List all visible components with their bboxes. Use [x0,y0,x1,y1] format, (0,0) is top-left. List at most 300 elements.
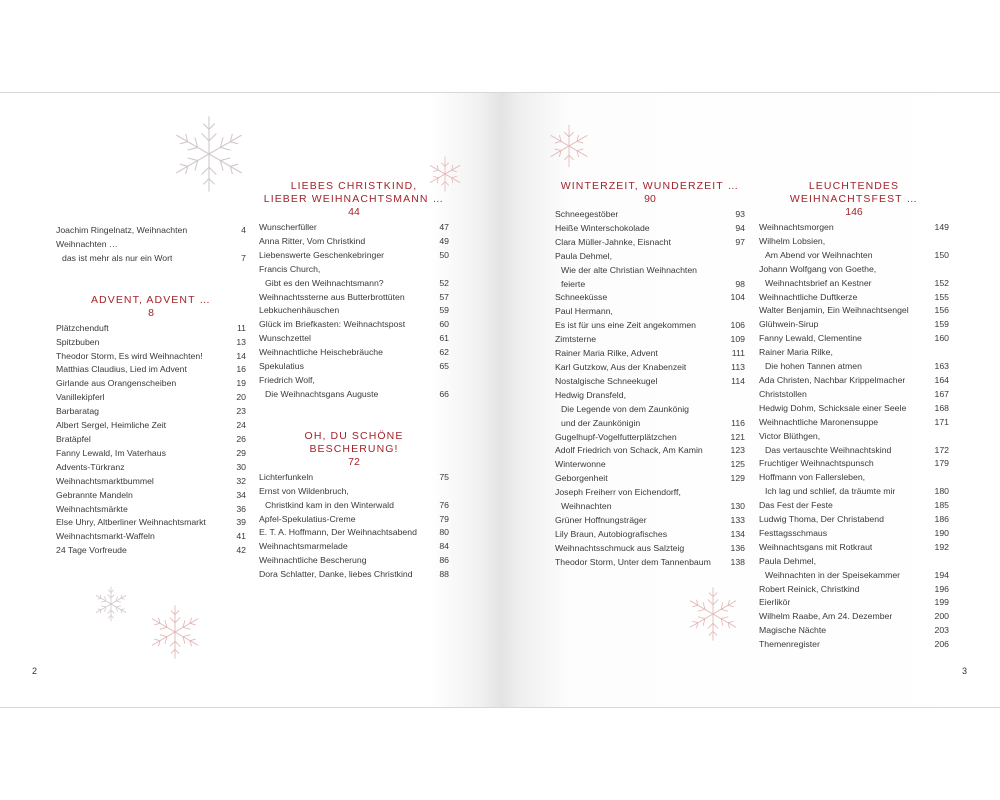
toc-entry-title: Themenregister [759,639,820,650]
toc-entry-page [723,250,745,264]
section-title: LIEBES CHRISTKIND, [290,180,418,192]
toc-entry-page: 47 [439,222,449,232]
toc-entry-title: Paula Dehmel, [759,555,816,566]
toc-entry-title: Heiße Winterschokolade [555,222,650,233]
toc-column-3 [555,180,745,570]
toc-entry-title: Spekulatius [259,361,304,372]
toc-entry-title: Schneeküsse [555,292,608,303]
toc-entry-title: Paula Dehmel, [555,250,612,261]
toc-entry-page: 152 [934,277,949,288]
toc-entry-title: Gebrannte Mandeln [56,489,133,500]
toc-entry-page: 155 [934,291,949,302]
toc-entry-title: Gibt es den Weihnachtsmann? [265,277,384,288]
toc-entry-title: Else Uhry, Altberliner Weihnachtsmarkt [56,517,206,528]
toc-entry-title: Hedwig Dransfeld, [555,389,626,400]
toc-entry [759,610,949,624]
toc-entry-page: 75 [439,471,449,482]
toc-entry [259,277,449,291]
toc-entry-title: Fanny Lewald, Im Vaterhaus [56,447,166,458]
toc-entry-title: Victor Blüthgen, [759,430,821,441]
toc-entry [759,596,949,610]
toc-entry [759,291,949,305]
toc-entry-title: Theodor Storm, Unter dem Tannenbaum [555,556,711,567]
toc-entry-page: 113 [731,361,745,372]
toc-entry-page: 136 [730,542,745,553]
toc-entry-page: 26 [236,433,246,444]
toc-entry [555,361,745,375]
toc-entry-page [927,235,949,249]
toc-entry-title: Geborgenheit [555,473,608,484]
toc-entry-page: 60 [439,319,449,330]
toc-entry [259,360,449,374]
toc-entry-title: Adolf Friedrich von Schack, Am Kamin [555,445,703,456]
toc-entry-title: Weihnachtliche Bescherung [259,555,367,566]
toc-entry-title: Die Legende von dem Zaunkönig [561,403,689,414]
toc-entry-page: 163 [934,361,949,372]
toc-entry [259,318,449,332]
toc-entry-title: Weihnachtliche Maronensuppe [759,416,879,427]
toc-entry [759,416,949,430]
toc-entry [555,444,745,458]
toc-entry [555,417,745,431]
toc-entry [555,208,745,222]
toc-entry-page: 185 [934,500,949,511]
toc-entry-page: 199 [934,597,949,608]
toc-entry-page: 94 [735,222,745,233]
toc-entry-page: 16 [236,364,246,375]
toc-entry-title: Schneegestöber [555,209,619,219]
toc-entry [56,516,246,530]
toc-column-1 [56,224,246,558]
toc-entry [555,236,745,250]
toc-entry [555,291,745,305]
toc-entry-page: 50 [439,249,449,260]
toc-entry-title: Weihnachtsschmuck aus Salzteig [555,542,685,553]
toc-entry-title: Hedwig Dohm, Schicksale einer Seele [759,402,907,413]
toc-entry-page: 29 [236,447,246,458]
section-page-number: 8 [148,306,154,319]
toc-entry-page: 57 [439,291,449,302]
toc-entry-title: Liebenswerte Geschenkebringer [259,249,385,260]
toc-entry-title: Die Weihnachtsgans Auguste [265,388,379,399]
toc-entry-page [723,403,745,417]
toc-entry [555,472,745,486]
section-page-number: 44 [348,206,360,218]
toc-entry-title: Karl Gutzkow, Aus der Knabenzeit [555,361,687,372]
toc-entry-page [723,486,745,500]
toc-entry-title: Weihnachten [561,501,612,512]
toc-entry-page: 111 [731,348,745,359]
toc-entry-title: Wie der alte Christian Weihnachten [561,264,698,275]
toc-entry-title: Fanny Lewald, Clementine [759,333,862,344]
toc-entry-page: 186 [934,514,949,525]
toc-entry-page: 130 [730,501,745,512]
toc-entry-title: Grüner Hoffnungsträger [555,514,647,525]
toc-entry [759,485,949,499]
toc-entry [759,402,949,416]
toc-entry-title: Vanillekipferl [56,392,105,403]
toc-entry-page: 76 [439,499,449,510]
toc-entry-page: 80 [439,527,449,538]
toc-entry-title: Lebkuchenhäuschen [259,305,340,316]
toc-entry-title: Weihnachtsmorgen [759,222,834,232]
toc-entry [759,318,949,332]
toc-entry-page: 171 [934,416,949,427]
toc-entry [56,447,246,461]
toc-entry-title: Festtagsschmaus [759,527,828,538]
toc-entry-page [427,263,449,277]
toc-entry-page [927,430,949,444]
toc-entry-page: 121 [730,431,745,442]
toc-entry [759,569,949,583]
toc-entry-page: 14 [236,350,246,361]
toc-entry-page: 41 [236,531,246,542]
toc-entry [759,541,949,555]
toc-entry [56,503,246,517]
toc-entry [555,278,745,292]
toc-entry-page: 36 [236,503,246,514]
toc-entry-page: 114 [731,375,745,386]
toc-entry-page [427,374,449,388]
toc-entry [759,471,949,485]
toc-entry [259,471,449,485]
toc-entry-title: Winterwonne [555,459,606,470]
toc-entry [555,486,745,500]
toc-entry [259,221,449,235]
toc-entry-page: 4 [241,225,246,235]
toc-entry-title: 24 Tage Vorfreude [56,545,127,556]
toc-entry-page: 200 [934,611,949,622]
toc-entry-title: Ludwig Thoma, Der Christabend [759,514,884,525]
toc-entry [56,391,246,405]
toc-entry-title: Bratäpfel [56,433,91,444]
toc-entry [555,514,745,528]
toc-entry [759,221,949,235]
toc-entry-page: 160 [934,333,949,344]
toc-entry-page: 125 [730,459,745,470]
toc-entry-title: Hoffmann von Fallersleben, [759,472,866,483]
toc-entry [56,489,246,503]
toc-entry-title: Girlande aus Orangenscheiben [56,378,177,389]
toc-entry-page: 149 [934,222,949,232]
toc-entry-page: 7 [241,252,246,263]
toc-entry [759,388,949,402]
toc-entry-page: 168 [934,402,949,413]
toc-entry [555,250,745,264]
toc-entry-title: Gugelhupf-Vogelfutterplätzchen [555,431,677,442]
toc-entry [555,458,745,472]
toc-entry-title: Plätzchenduft [56,322,109,333]
toc-entry-page: 179 [934,458,949,469]
toc-entry [259,346,449,360]
toc-entry-page: 62 [439,347,449,358]
toc-entry-title: Johann Wolfgang von Goethe, [759,263,877,274]
toc-entry-title: Ich lag und schlief, da träumte mir [765,486,896,497]
toc-entry [56,544,246,558]
toc-entry [56,433,246,447]
toc-entry-page [427,485,449,499]
toc-entry [555,403,745,417]
toc-entry [759,263,949,277]
toc-entry-page: 66 [439,388,449,399]
toc-entry [56,336,246,350]
toc-entry [259,388,449,402]
toc-entry [759,513,949,527]
toc-entry-page [723,264,745,278]
toc-entry-page: 93 [735,209,745,219]
toc-entry-page: 19 [236,378,246,389]
toc-entry [759,346,949,360]
toc-entry [259,291,449,305]
toc-entry-title: Es ist für uns eine Zeit angekommen [555,320,696,331]
toc-entry-page: 192 [934,541,949,552]
toc-entry-title: Weihnachtliche Duftkerze [759,291,858,302]
toc-entry-title: Eierlikör [759,597,791,608]
toc-entry [259,332,449,346]
toc-entry-title: Das vertauschte Weihnachtskind [765,444,892,455]
toc-entry-page: 104 [730,292,745,303]
toc-entry-page: 98 [735,278,745,289]
toc-entry [555,500,745,514]
toc-entry-page: 13 [236,336,246,347]
toc-entry-page: 180 [934,486,949,497]
toc-entry-page: 79 [439,513,449,524]
toc-entry [759,360,949,374]
toc-entry-title: Wilhelm Lobsien, [759,235,826,246]
toc-entry-title: Wunscherfüller [259,222,317,232]
toc-entry-title: Apfel-Spekulatius-Creme [259,513,356,524]
toc-entry [555,319,745,333]
toc-entry-title: Spitzbuben [56,336,100,347]
toc-entry [259,554,449,568]
toc-entry [555,264,745,278]
toc-entry-page: 116 [731,417,745,428]
toc-entry-page [927,263,949,277]
toc-entry [759,457,949,471]
toc-entry-page [927,346,949,360]
toc-entry-title: Clara Müller-Jahnke, Eisnacht [555,236,671,247]
toc-entry-title: Friedrich Wolf, [259,374,315,385]
toc-entry-page: 156 [934,305,949,316]
toc-entry-page: 123 [730,445,745,456]
toc-entry [56,350,246,364]
toc-entry-title: Wilhelm Raabe, Am 24. Dezember [759,611,893,622]
toc-entry-title: Weihnachtssterne aus Butterbrottüten [259,291,405,302]
toc-entry [56,322,246,336]
toc-entry-page: 42 [236,545,246,556]
toc-entry [555,305,745,319]
toc-entry-page: 39 [236,517,246,528]
toc-entry [555,542,745,556]
snowflake-icon [146,603,204,661]
toc-entry-title: Ernst von Wildenbruch, [259,485,349,496]
toc-entry-title: Matthias Claudius, Lied im Advent [56,364,187,375]
toc-entry [259,485,449,499]
toc-entry [56,238,246,252]
section-title: WINTERZEIT, WUNDERZEIT … [560,180,740,192]
toc-entry-page: 138 [730,556,745,567]
toc-entry-title: Barbaratag [56,406,99,417]
toc-entry-page: 86 [439,555,449,566]
toc-entry [759,555,949,569]
toc-entry [759,304,949,318]
toc-entry-title: Das Fest der Feste [759,500,833,511]
toc-entry [555,528,745,542]
toc-entry-title: Walter Benjamin, Ein Weihnachtsengel [759,305,909,316]
toc-entry-title: Zimtsterne [555,334,597,345]
toc-entry [759,527,949,541]
toc-entry-page: 59 [439,305,449,316]
toc-entry-title: Lichterfunkeln [259,471,314,482]
toc-entry-title: Weihnachten … [56,238,118,249]
toc-entry-page: 52 [439,277,449,288]
toc-entry-page: 84 [439,541,449,552]
toc-entry [259,526,449,540]
toc-entry-title: Theodor Storm, Es wird Weihnachten! [56,350,203,361]
toc-entry [56,530,246,544]
toc-entry-page: 32 [236,475,246,486]
toc-entry [56,377,246,391]
snowflake-icon [168,113,250,195]
toc-entry-title: Rainer Maria Rilke, Advent [555,348,658,359]
toc-entry-title: Joseph Freiherr von Eichendorff, [555,487,681,498]
toc-entry-title: Paul Hermann, [555,306,613,317]
toc-entry [56,363,246,377]
toc-entry-title: Weihnachtsmarktbummel [56,475,154,486]
toc-entry [759,638,949,652]
toc-entry-page: 172 [934,444,949,455]
toc-entry-page: 206 [934,639,949,650]
toc-entry [759,624,949,638]
toc-entry [259,304,449,318]
section-page-number: 72 [348,455,360,468]
toc-entry-page: 109 [730,334,745,345]
toc-entry-page: 65 [439,361,449,372]
toc-entry-title: und der Zaunkönigin [561,417,641,428]
toc-entry-title: Ada Christen, Nachbar Krippelmacher [759,374,906,385]
toc-entry-title: das ist mehr als nur ein Wort [62,252,173,263]
toc-entry-title: Christkind kam in den Winterwald [265,499,394,510]
toc-entry [56,252,246,266]
toc-entry [259,249,449,263]
section-title: LIEBER WEIHNACHTSMANN … [263,193,445,205]
toc-entry [759,583,949,597]
toc-entry-title: Weihnachtsmarmelade [259,541,348,552]
toc-entry-page: 129 [730,473,745,484]
toc-entry-page: 88 [439,569,449,580]
toc-entry [759,444,949,458]
toc-entry-page: 34 [236,489,246,500]
section-title: LEUCHTENDES WEIHNACHTSFEST … [789,180,919,205]
toc-entry [56,419,246,433]
toc-entry-page: 134 [730,528,745,539]
toc-entry-title: Francis Church, [259,263,321,274]
toc-entry-title: E. T. A. Hoffmann, Der Weihnachtsabend [259,527,417,538]
toc-entry-title: Wunschzettel [259,333,311,344]
section-page-number: 90 [644,193,656,205]
section-page-number: 146 [845,206,863,218]
toc-entry-title: Glück im Briefkasten: Weihnachtspost [259,319,406,330]
toc-entry-title: Rainer Maria Rilke, [759,347,833,358]
snowflake-icon [684,585,742,643]
toc-entry-title: Glühwein-Sirup [759,319,819,330]
toc-entry-title: Nostalgische Schneekugel [555,375,658,386]
toc-entry [555,389,745,403]
toc-entry-title: Robert Reinick, Christkind [759,583,860,594]
toc-entry [56,405,246,419]
toc-entry [259,235,449,249]
toc-entry-title: Anna Ritter, Vom Christkind [259,235,366,246]
toc-entry-title: Weihnachten in der Speisekammer [765,569,901,580]
toc-entry-title: Die hohen Tannen atmen [765,361,862,372]
toc-entry-page: 11 [236,322,246,333]
toc-entry-page: 167 [934,388,949,399]
toc-entry [259,499,449,513]
toc-entry-title: Christstollen [759,388,807,399]
toc-entry-page: 203 [934,625,949,636]
toc-entry-title: Lily Braun, Autobiografisches [555,528,668,539]
toc-entry-title: Weihnachtsbrief an Kestner [765,277,872,288]
toc-entry [56,475,246,489]
toc-entry-page: 24 [236,420,246,431]
toc-entry [759,499,949,513]
toc-entry-page [224,238,246,252]
toc-entry-page: 23 [236,406,246,417]
toc-entry-page: 61 [439,333,449,344]
toc-entry-title: Weihnachtsgans mit Rotkraut [759,541,873,552]
toc-entry-title: Am Abend vor Weihnachten [765,249,873,260]
toc-entry [555,222,745,236]
toc-entry [759,332,949,346]
toc-entry [555,431,745,445]
toc-entry-title: Joachim Ringelnatz, Weihnachten [56,225,188,235]
toc-entry [259,540,449,554]
toc-entry-title: Magische Nächte [759,625,827,636]
toc-column-4 [759,180,949,652]
section-title: ADVENT, ADVENT … [90,293,212,306]
toc-entry-title: Albert Sergel, Heimliche Zeit [56,420,167,431]
toc-entry [555,375,745,389]
toc-entry-page [927,471,949,485]
toc-entry [759,249,949,263]
toc-entry-title: Weihnachtsmärkte [56,503,128,514]
toc-entry-title: Advents-Türkranz [56,461,125,472]
toc-entry [259,568,449,582]
toc-entry [759,235,949,249]
toc-entry-title: Fruchtiger Weihnachtspunsch [759,458,874,469]
toc-entry [759,277,949,291]
toc-entry-page: 133 [730,514,745,525]
toc-entry-page: 164 [934,374,949,385]
toc-entry-page: 159 [934,319,949,330]
toc-entry-page [723,389,745,403]
snowflake-icon [92,585,130,623]
toc-entry-page: 49 [439,235,449,246]
toc-entry [259,374,449,388]
toc-entry-page: 196 [934,583,949,594]
toc-entry-title: Dora Schlatter, Danke, liebes Christkind [259,569,413,580]
toc-entry-title: Weihnachtsmarkt-Waffeln [56,531,155,542]
snowflake-icon [546,123,592,169]
toc-entry-page: 150 [934,249,949,260]
toc-entry-page [723,305,745,319]
page-number-left: 2 [32,666,38,676]
toc-entry [259,263,449,277]
toc-column-2 [259,180,449,582]
toc-entry-page: 190 [934,527,949,538]
toc-entry-page: 30 [236,461,246,472]
toc-entry-title: feierte [561,278,586,289]
